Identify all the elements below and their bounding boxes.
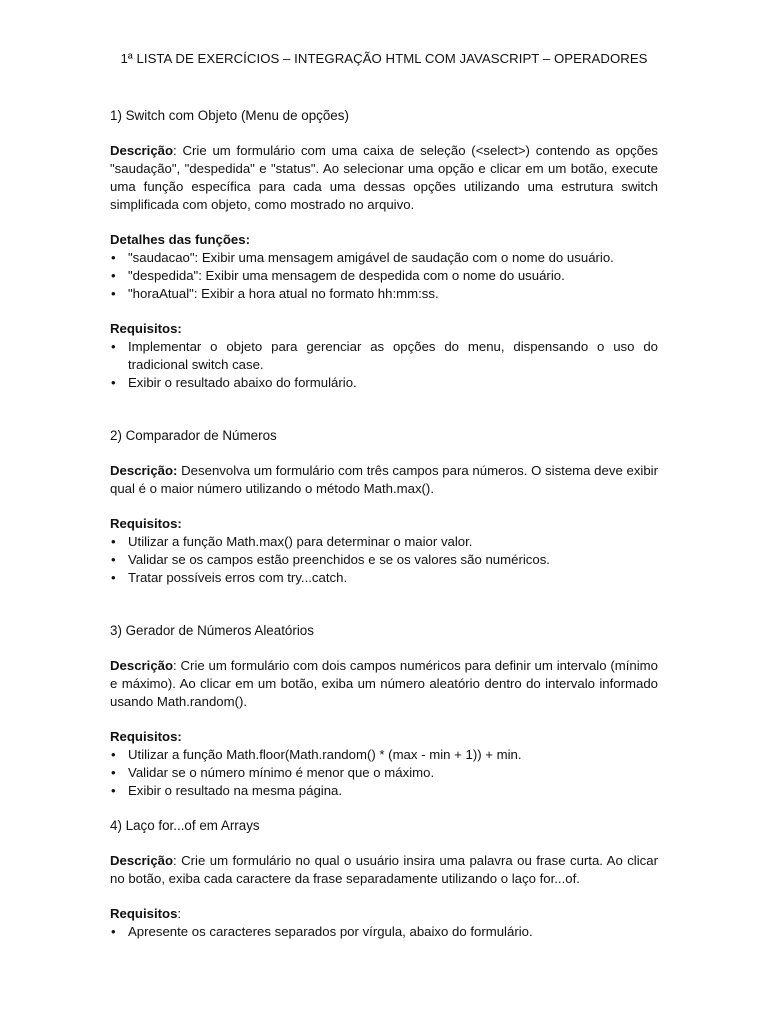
description-text: : Crie um formulário no qual o usuário insira uma palavra ou frase curta. Ao clicar no botão, exiba cada caractere da frase separadamente utilizando o laço for...of. (110, 853, 658, 886)
list-item (110, 782, 658, 800)
requirements-block (110, 905, 658, 941)
bullet-icon: • (111, 783, 116, 798)
exercise-heading: 4) Laço for...of em Arrays (110, 818, 260, 833)
list-item (110, 267, 658, 285)
bullet-icon: • (111, 250, 116, 265)
requirements-label: Requisitos (110, 906, 178, 921)
bullet-icon: • (111, 339, 116, 354)
description-text: : Crie um formulário com uma caixa de seleção (<select>) contendo as opções "saudação", "despedida" e "status". Ao selecionar uma opção e clicar em um botão, execute uma função específica para cada uma dessas opções utilizando uma estrutura switch simplificada com objeto, como mostrado no arquivo. (110, 143, 658, 212)
list-item (110, 923, 658, 941)
requirements-list (110, 923, 658, 941)
exercise-2 (110, 427, 658, 587)
description-text: : Crie um formulário com dois campos numéricos para definir um intervalo (mínimo e máximo). Ao clicar em um botão, exiba um número aleatório dentro do intervalo informado usando Math.random(). (110, 658, 658, 709)
bullet-icon: • (111, 552, 116, 567)
list-item (110, 551, 658, 569)
requirements-block (110, 320, 658, 392)
bullet-icon: • (111, 924, 116, 939)
list-item (110, 764, 658, 782)
requirements-label-suffix: : (177, 906, 182, 921)
document-title: 1ª LISTA DE EXERCÍCIOS – INTEGRAÇÃO HTML COM JAVASCRIPT – OPERADORES (120, 51, 648, 66)
bullet-icon: • (111, 570, 116, 585)
requirements-list (110, 746, 658, 800)
list-item-text: Utilizar a função Math.max() para determinar o maior valor. (128, 534, 473, 549)
section-spacer (110, 604, 658, 622)
bullet-icon: • (111, 268, 116, 283)
exercise-description (110, 657, 658, 711)
exercise-description (110, 142, 658, 214)
bullet-icon: • (111, 747, 116, 762)
requirements-label: Requisitos: (110, 516, 182, 531)
bullet-icon: • (111, 765, 116, 780)
exercise-heading: 1) Switch com Objeto (Menu de opções) (110, 108, 349, 123)
description-label: Descrição: (110, 463, 178, 478)
details-list (110, 249, 658, 303)
bullet-icon: • (111, 534, 116, 549)
list-item-text: Exibir o resultado abaixo do formulário. (128, 375, 357, 390)
list-item-text: Apresente os caracteres separados por vírgula, abaixo do formulário. (128, 924, 533, 939)
list-item (110, 338, 658, 374)
exercise-heading: 2) Comparador de Números (110, 428, 277, 443)
bullet-icon: • (111, 286, 116, 301)
list-item-text: Validar se os campos estão preenchidos e se os valores são numéricos. (128, 552, 550, 567)
list-item-text: "horaAtual": Exibir a hora atual no formato hh:mm:ss. (128, 286, 439, 301)
requirements-label: Requisitos: (110, 321, 182, 336)
description-text: Desenvolva um formulário com três campos para números. O sistema deve exibir qual é o maior número utilizando o método Math.max(). (110, 463, 658, 496)
exercise-description (110, 462, 658, 498)
exercise-3 (110, 622, 658, 800)
section-spacer (110, 409, 658, 427)
requirements-block (110, 515, 658, 587)
exercise-1 (110, 107, 658, 392)
list-item-text: Utilizar a função Math.floor(Math.random() * (max - min + 1)) + min. (128, 747, 522, 762)
list-item (110, 285, 658, 303)
list-item-text: Exibir o resultado na mesma página. (128, 783, 343, 798)
list-item-text: "saudacao": Exibir uma mensagem amigável de saudação com o nome do usuário. (128, 250, 614, 265)
description-label: Descrição (110, 853, 174, 868)
details-label: Detalhes das funções: (110, 232, 250, 247)
description-label: Descrição (110, 143, 174, 158)
list-item-text: Tratar possíveis erros com try...catch. (128, 570, 348, 585)
list-item-text: Validar se o número mínimo é menor que o máximo. (128, 765, 435, 780)
list-item (110, 374, 658, 392)
exercise-heading: 3) Gerador de Números Aleatórios (110, 623, 314, 638)
list-item-text: Implementar o objeto para gerenciar as opções do menu, dispensando o uso do tradicional switch case. (128, 339, 658, 372)
list-item (110, 746, 658, 764)
requirements-label-line (110, 905, 658, 923)
list-item-text: "despedida": Exibir uma mensagem de despedida com o nome do usuário. (128, 268, 565, 283)
requirements-list (110, 338, 658, 392)
details-block (110, 231, 658, 303)
bullet-icon: • (111, 375, 116, 390)
exercise-description (110, 852, 658, 888)
description-label: Descrição (110, 658, 174, 673)
exercise-4 (110, 817, 658, 941)
list-item (110, 569, 658, 587)
requirements-block (110, 728, 658, 800)
requirements-list (110, 533, 658, 587)
list-item (110, 533, 658, 551)
requirements-label: Requisitos: (110, 729, 182, 744)
list-item (110, 249, 658, 267)
